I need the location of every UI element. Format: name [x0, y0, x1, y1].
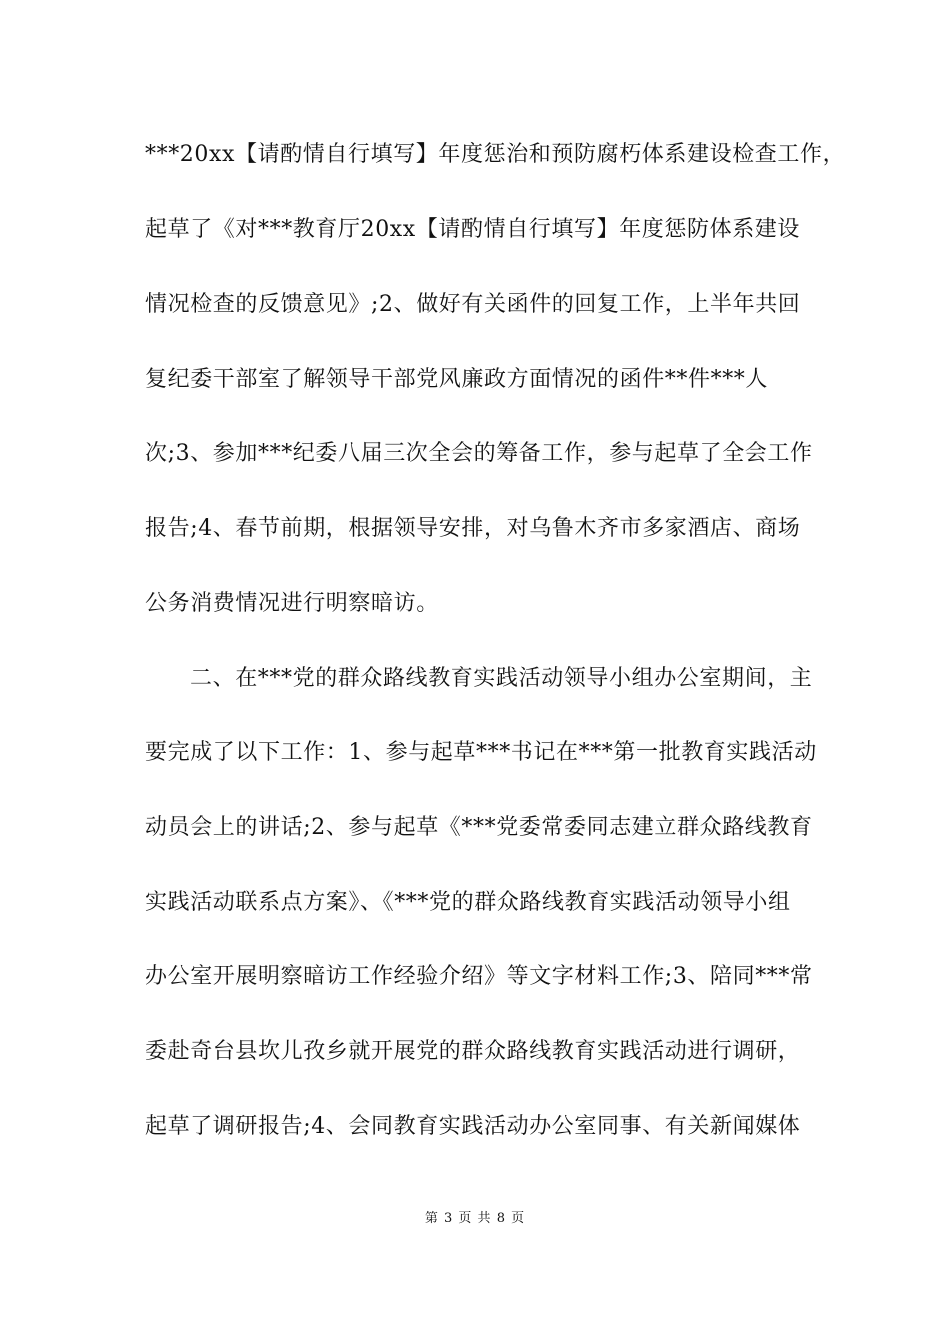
- text-line: 公务消费情况进行明察暗访。: [145, 591, 439, 616]
- text-line: 委赴奇台县坎儿孜乡就开展党的群众路线教育实践活动进行调研，: [145, 1039, 801, 1064]
- text-line: 报告;4、春节前期，根据领导安排，对乌鲁木齐市多家酒店、商场: [145, 516, 801, 541]
- text-line: 情况检查的反馈意见》;2、做好有关函件的回复工作，上半年共回: [145, 292, 801, 317]
- text-line: 起草了《对***教育厅20xx【请酌情自行填写】年度惩防体系建设: [145, 217, 801, 242]
- text-line: 动员会上的讲话;2、参与起草《***党委常委同志建立群众路线教育: [145, 815, 813, 840]
- page-number-footer: 第 3 页 共 8 页: [424, 1211, 526, 1226]
- text-line: 复纪委干部室了解领导干部党风廉政方面情况的函件**件***人: [145, 367, 769, 392]
- text-line: ***20xx【请酌情自行填写】年度惩治和预防腐朽体系建设检查工作，: [145, 142, 846, 167]
- text-line: 办公室开展明察暗访工作经验介绍》等文字材料工作;3、陪同***常: [145, 964, 813, 989]
- text-line: 要完成了以下工作：1、参与起草***书记在***第一批教育实践活动: [145, 740, 817, 765]
- text-line: 起草了调研报告;4、会同教育实践活动办公室同事、有关新闻媒体: [145, 1114, 801, 1139]
- paragraph-start-line: 二、在***党的群众路线教育实践活动领导小组办公室期间，主: [190, 666, 813, 691]
- text-line: 实践活动联系点方案》、《***党的群众路线教育实践活动领导小组: [145, 890, 791, 915]
- text-line: 次;3、参加***纪委八届三次全会的筹备工作，参与起草了全会工作: [145, 441, 813, 466]
